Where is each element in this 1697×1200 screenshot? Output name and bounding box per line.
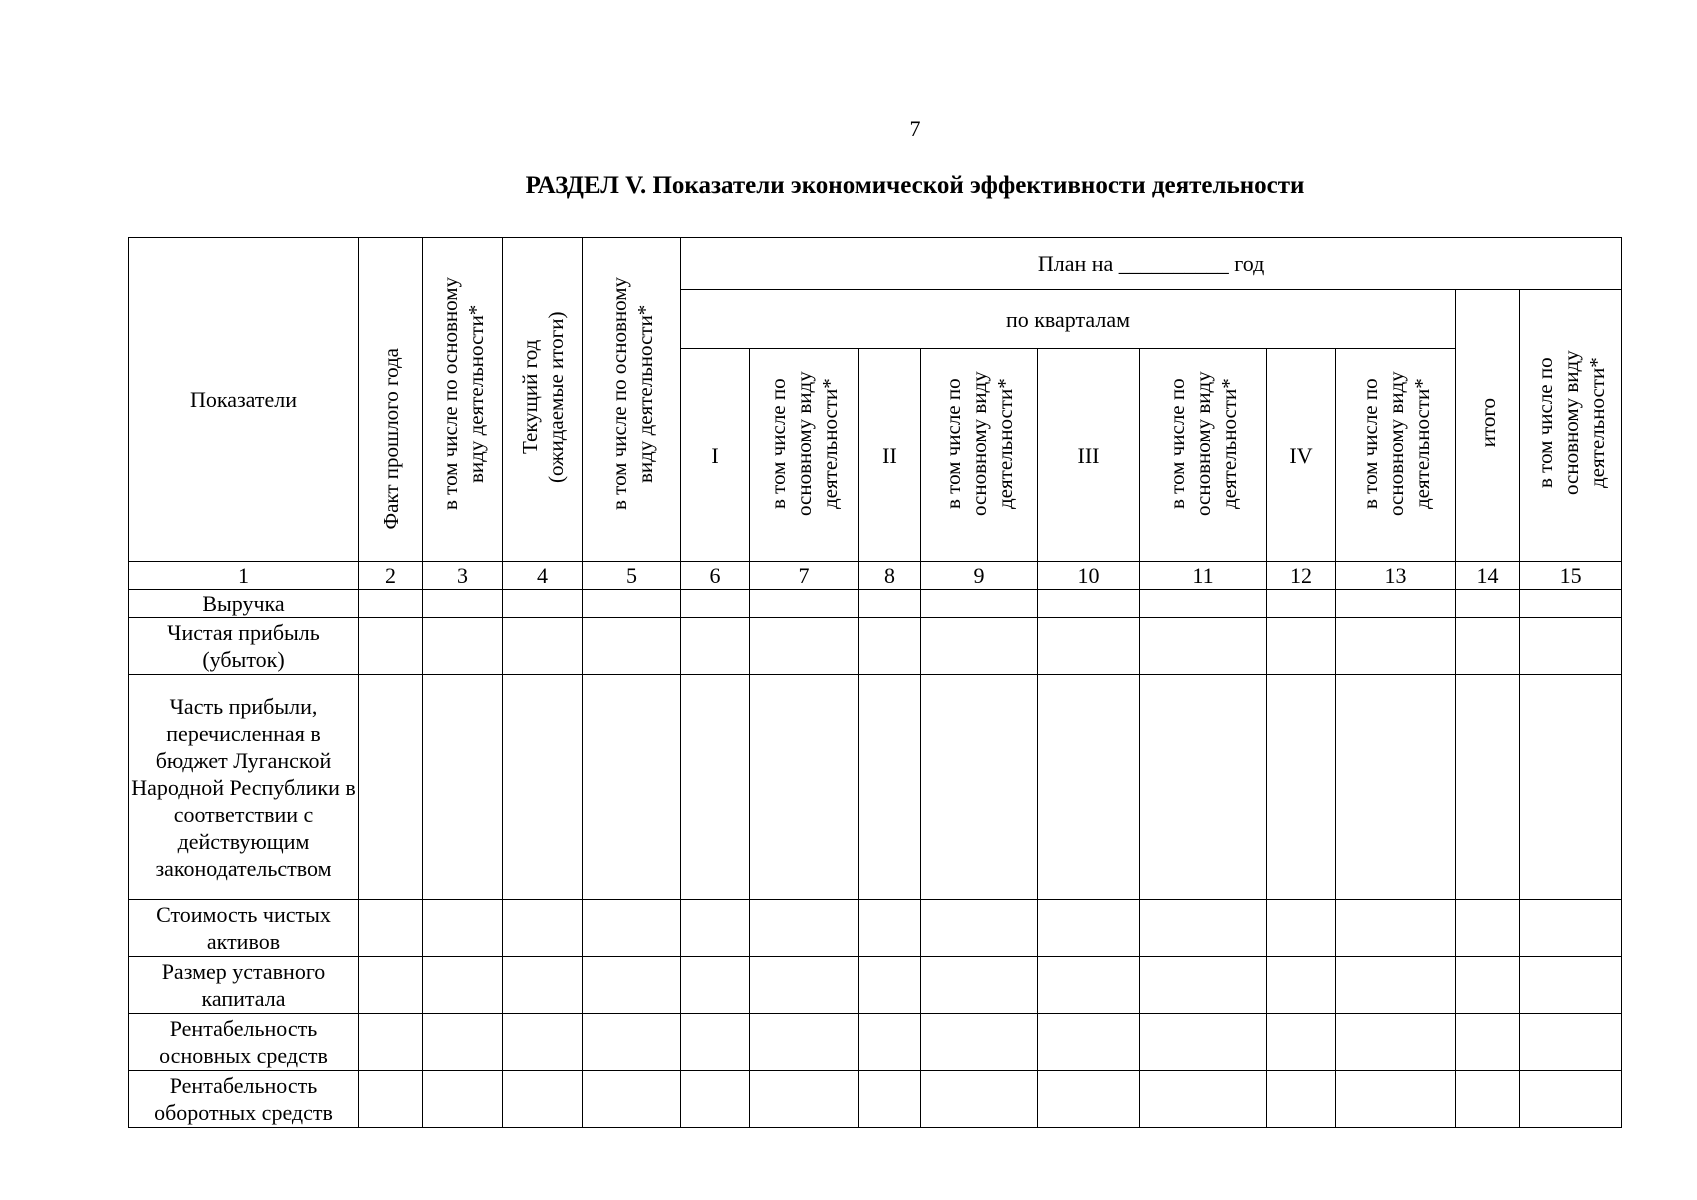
column-number: 1 <box>129 562 359 590</box>
header-incl-main-total: в том числе по основному виду деятельности* <box>1520 290 1622 562</box>
data-cell[interactable] <box>1140 618 1267 675</box>
table-row <box>129 900 1622 957</box>
data-cell[interactable] <box>1038 618 1140 675</box>
data-cell[interactable] <box>359 900 423 957</box>
data-cell[interactable] <box>503 1014 583 1071</box>
data-cell[interactable] <box>1038 1071 1140 1128</box>
data-cell[interactable] <box>423 590 503 618</box>
data-cell[interactable] <box>1267 1071 1336 1128</box>
data-cell[interactable] <box>681 1071 750 1128</box>
data-cell[interactable] <box>681 675 750 900</box>
data-cell[interactable] <box>359 957 423 1014</box>
data-cell[interactable] <box>1520 1071 1622 1128</box>
data-cell[interactable] <box>1267 957 1336 1014</box>
column-number: 11 <box>1140 562 1267 590</box>
column-number: 4 <box>503 562 583 590</box>
data-cell[interactable] <box>1520 900 1622 957</box>
data-cell[interactable] <box>1267 618 1336 675</box>
data-cell[interactable] <box>503 957 583 1014</box>
data-cell[interactable] <box>859 900 921 957</box>
data-cell[interactable] <box>921 900 1038 957</box>
data-cell[interactable] <box>583 590 681 618</box>
data-cell[interactable] <box>359 1014 423 1071</box>
data-cell[interactable] <box>1038 1014 1140 1071</box>
data-cell[interactable] <box>1336 1014 1456 1071</box>
table-row <box>129 1071 1622 1128</box>
data-cell[interactable] <box>1038 675 1140 900</box>
data-cell[interactable] <box>750 1014 859 1071</box>
data-cell[interactable] <box>423 1071 503 1128</box>
data-cell[interactable] <box>921 1071 1038 1128</box>
column-number: 7 <box>750 562 859 590</box>
data-cell[interactable] <box>921 618 1038 675</box>
data-cell[interactable] <box>750 900 859 957</box>
data-cell[interactable] <box>1140 900 1267 957</box>
data-cell[interactable] <box>1456 590 1520 618</box>
data-cell[interactable] <box>1456 675 1520 900</box>
data-cell[interactable] <box>1140 590 1267 618</box>
data-cell[interactable] <box>583 957 681 1014</box>
data-cell[interactable] <box>359 590 423 618</box>
row-label: Рентабельность основных средств <box>129 1014 359 1071</box>
header-fact-prev-year: Факт прошлого года <box>359 238 423 562</box>
header-current-year: Текущий год (ожидаемые итоги) <box>503 238 583 562</box>
table-row <box>129 957 1622 1014</box>
table-row <box>129 618 1622 675</box>
data-cell[interactable] <box>681 590 750 618</box>
header-q2: II <box>859 349 921 562</box>
data-cell[interactable] <box>1336 900 1456 957</box>
data-cell[interactable] <box>583 1071 681 1128</box>
data-cell[interactable] <box>859 1071 921 1128</box>
data-cell[interactable] <box>1456 1071 1520 1128</box>
header-q2-incl: в том числе по основному виду деятельности* <box>921 349 1038 562</box>
column-number: 15 <box>1520 562 1622 590</box>
table-row <box>129 590 1622 618</box>
column-number: 5 <box>583 562 681 590</box>
column-numbers-row <box>129 562 1622 590</box>
data-cell[interactable] <box>583 618 681 675</box>
row-label: Часть прибыли, перечисленная в бюджет Луганской Народной Республики в соответствии с действующим законодательством <box>129 675 359 900</box>
data-cell[interactable] <box>1140 1071 1267 1128</box>
data-cell[interactable] <box>859 957 921 1014</box>
column-number: 2 <box>359 562 423 590</box>
data-cell[interactable] <box>859 618 921 675</box>
data-cell[interactable] <box>1267 675 1336 900</box>
data-cell[interactable] <box>1336 957 1456 1014</box>
data-cell[interactable] <box>1267 1014 1336 1071</box>
data-cell[interactable] <box>1336 618 1456 675</box>
data-cell[interactable] <box>1456 618 1520 675</box>
header-indicators: Показатели <box>129 238 359 562</box>
data-cell[interactable] <box>583 675 681 900</box>
data-cell[interactable] <box>423 1014 503 1071</box>
data-cell[interactable] <box>859 675 921 900</box>
header-q1-incl: в том числе по основному виду деятельности* <box>750 349 859 562</box>
data-cell[interactable] <box>1267 590 1336 618</box>
header-q3-incl: в том числе по основному виду деятельности* <box>1140 349 1267 562</box>
data-cell[interactable] <box>1267 900 1336 957</box>
data-cell[interactable] <box>921 1014 1038 1071</box>
data-cell[interactable] <box>1520 1014 1622 1071</box>
data-cell[interactable] <box>503 618 583 675</box>
header-q4: IV <box>1267 349 1336 562</box>
data-cell[interactable] <box>503 675 583 900</box>
header-q4-incl: в том числе по основному виду деятельности* <box>1336 349 1456 562</box>
column-number: 9 <box>921 562 1038 590</box>
data-cell[interactable] <box>423 900 503 957</box>
data-cell[interactable] <box>1456 957 1520 1014</box>
header-total: итого <box>1456 290 1520 562</box>
data-cell[interactable] <box>1336 675 1456 900</box>
column-number: 14 <box>1456 562 1520 590</box>
data-cell[interactable] <box>1140 1014 1267 1071</box>
header-incl-main-1: в том числе по основному виду деятельности* <box>423 238 503 562</box>
data-cell[interactable] <box>1520 590 1622 618</box>
data-cell[interactable] <box>583 1014 681 1071</box>
data-cell[interactable] <box>1140 675 1267 900</box>
data-cell[interactable] <box>1336 1071 1456 1128</box>
data-cell[interactable] <box>750 675 859 900</box>
page-title: РАЗДЕЛ V. Показатели экономической эффективности деятельности <box>525 172 1305 199</box>
header-incl-main-2: в том числе по основному виду деятельности* <box>583 238 681 562</box>
column-number: 3 <box>423 562 503 590</box>
data-cell[interactable] <box>921 590 1038 618</box>
column-number: 8 <box>859 562 921 590</box>
data-cell[interactable] <box>423 618 503 675</box>
table-row <box>129 1014 1622 1071</box>
efficiency-table <box>128 237 1622 1128</box>
header-plan-for-year: План на __________ год <box>681 238 1622 290</box>
data-cell[interactable] <box>921 957 1038 1014</box>
data-cell[interactable] <box>681 957 750 1014</box>
data-cell[interactable] <box>1520 618 1622 675</box>
data-cell[interactable] <box>750 590 859 618</box>
row-label: Рентабельность оборотных средств <box>129 1071 359 1128</box>
column-number: 12 <box>1267 562 1336 590</box>
row-label: Стоимость чистых активов <box>129 900 359 957</box>
row-label: Размер уставного капитала <box>129 957 359 1014</box>
column-number: 6 <box>681 562 750 590</box>
data-cell[interactable] <box>750 957 859 1014</box>
header-q3: III <box>1038 349 1140 562</box>
data-cell[interactable] <box>503 900 583 957</box>
table-row <box>129 675 1622 900</box>
data-cell[interactable] <box>859 590 921 618</box>
data-cell[interactable] <box>750 618 859 675</box>
data-cell[interactable] <box>681 900 750 957</box>
data-cell[interactable] <box>1456 1014 1520 1071</box>
data-cell[interactable] <box>423 675 503 900</box>
data-cell[interactable] <box>503 590 583 618</box>
data-cell[interactable] <box>359 1071 423 1128</box>
data-cell[interactable] <box>1520 957 1622 1014</box>
data-cell[interactable] <box>921 675 1038 900</box>
page-number: 7 <box>909 116 921 141</box>
data-cell[interactable] <box>859 1014 921 1071</box>
data-cell[interactable] <box>1038 957 1140 1014</box>
data-cell[interactable] <box>1140 957 1267 1014</box>
data-cell[interactable] <box>1038 590 1140 618</box>
header-q1: I <box>681 349 750 562</box>
data-cell[interactable] <box>423 957 503 1014</box>
row-label: Выручка <box>129 590 359 618</box>
data-cell[interactable] <box>1520 675 1622 900</box>
data-cell[interactable] <box>1038 900 1140 957</box>
data-cell[interactable] <box>359 618 423 675</box>
row-label: Чистая прибыль (убыток) <box>129 618 359 675</box>
data-cell[interactable] <box>750 1071 859 1128</box>
data-cell[interactable] <box>503 1071 583 1128</box>
column-number: 13 <box>1336 562 1456 590</box>
header-row-1 <box>129 238 1622 290</box>
data-cell[interactable] <box>359 675 423 900</box>
column-number: 10 <box>1038 562 1140 590</box>
data-cell[interactable] <box>1456 900 1520 957</box>
data-cell[interactable] <box>1336 590 1456 618</box>
header-by-quarters: по кварталам <box>681 290 1456 349</box>
data-cell[interactable] <box>681 1014 750 1071</box>
data-cell[interactable] <box>681 618 750 675</box>
data-cell[interactable] <box>583 900 681 957</box>
